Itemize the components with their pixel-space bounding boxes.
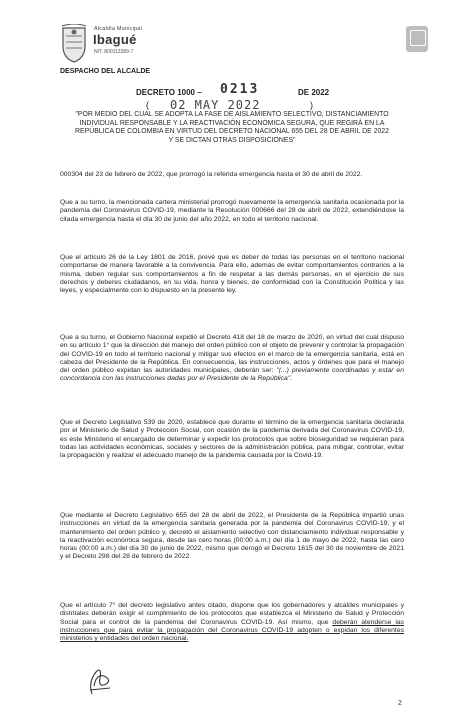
date-stamp: 02 MAY 2022 [170, 98, 261, 112]
date-paren-left: ( [146, 100, 149, 110]
corner-badge-icon [406, 26, 428, 52]
org-name: Ibagué [93, 32, 137, 47]
decree-number: 0213 [220, 82, 260, 97]
date-paren-right: ) [310, 100, 313, 110]
page-number: 2 [398, 700, 402, 707]
signature-icon [86, 664, 114, 698]
paragraph: 000304 del 23 de febrero de 2022, que prorrogó la referida emergencia hasta el 30 de abril de 2022. [60, 171, 363, 178]
department-label: DESPACHO DEL ALCALDE [60, 68, 151, 75]
paragraph: Que el Decreto Legislativo 539 de 2020, establece que durante el término de la emergencia sanitaria declarada por el Ministerio de Salud y Protección Social, con ocasión de la pandemia derivada del Coronavirus COVID-19, es este Ministerio el encargado de determinar y expedir los protocolos que sobre bioseguridad se requieran para todas las actividades económicas, sociales y sectores de la administración pública, para mitigar, controlar, evitar la propagación y realizar el adecuado manejo de la pandemia causada por la Covid-19. [60, 419, 404, 460]
paragraph-underlined: deberán atenderse las instrucciones que para evitar la propagación del Coronavirus COVID-19 adopten o expidan los diferentes ministerios y entidades del orden nacional. [60, 618, 405, 643]
paragraph-quote: "(...) previamente coordinadas y estar en concordancia con las instrucciones dadas por el Presidente de la República". [60, 367, 404, 383]
paragraph: Que el artículo 26 de la Ley 1801 de 2016, prevé que es deber de todas las personas en el territorio nacional comportarse de manera favorable a la convivencia. Para ello, además de evitar comportamientos contrarios a la misma, deben regular sus comportamientos a fin de respetar a las demás personas, en el ejercicio de sus derechos y deberes ciudadanos, en su vida, honra y bienes, de conformidad con la Constitución Política y las leyes, y especialmente con lo dispuesto en la presente ley. [60, 254, 404, 295]
org-nit: NIT. 800113389-7 [94, 49, 134, 55]
org-small-label: Alcaldía Municipal [94, 26, 142, 32]
paragraph-text: Que a su turno, el Gobierno Nacional expidió el Decreto 418 del 18 de marzo de 2020, en virtud del cual dispuso en su artículo 1° que la dirección del manejo del orden público con el objeto de prevenir y controlar la propagación del COVID-19 en todo el territorio nacional y mitigar sus efectos en el marco de la emergencia sanitaria, está en cabeza del Presidente de la República. En consecuencia, las instrucciones, actos y órdenes que para el manejo del orden público expidan las autoridades municipales, deberán ser: [60, 334, 404, 375]
paragraph: Que a su turno, la mencionada cartera ministerial prorrogó nuevamente la emergencia sanitaria ocasionada por la pandemia del Coronavirus COVID-19, mediante la Resolución 000666 del 28 de abril de 2022, extendiéndose la citada emergencia hasta el día 30 de junio del año 2022, en todo el territorio nacional. [60, 199, 404, 223]
decree-prefix: DECRETO 1000 – [136, 88, 202, 97]
paragraph [60, 334, 404, 384]
decree-year: DE 2022 [298, 88, 330, 97]
badge-inner [410, 30, 426, 46]
shield-icon [60, 24, 88, 64]
paragraph-text: Que el artículo 7° del decreto legislativo antes citado, dispone que los gobernadores y alcaldes municipales y distritales deberán exigir el cumplimiento de los protocolos que establezca el Ministerio de Salud y Protección Social para el control de la pandemia del Coronavirus COVID-19. Así mismo, que [60, 602, 404, 626]
paragraph: Que mediante el Decreto Legislativo 655 del 28 de abril de 2022, el Presidente de la República impartió unas instrucciones en virtud de la emergencia sanitaria generada por la pandemia del Coronavirus COVID-19, y el mantenimiento del orden público y, decretó el aislamiento selectivo con distanciamiento individual responsable y la reactivación económica segura, desde las cero horas (00:00 a.m.) del día 1 de mayo de 2022, hasta las cero horas (00:00 a.m.) del día 30 de junio de 2022, mismo que derogó el Decreto 1615 del 30 de noviembre de 2021 y el Decreto 298 del 28 de febrero de 2022. [60, 512, 404, 561]
paragraph [60, 602, 404, 643]
decree-title: "POR MEDIO DEL CUAL SE ADOPTA LA FASE DE AISLAMIENTO SELECTIVO, DISTANCIAMIENTO INDIVIDUAL RESPONSABLE Y LA REACTIVACIÓN ECONÓMICA SEGURA, QUE REGIRÁ EN LA REPÚBLICA DE COLOMBIA EN VIRTUD DEL DECRETO NACIONAL 655 DEL 28 DE ABRIL DE 2022 Y SE DICTAN OTRAS DISPOSICIONES" [75, 111, 389, 144]
